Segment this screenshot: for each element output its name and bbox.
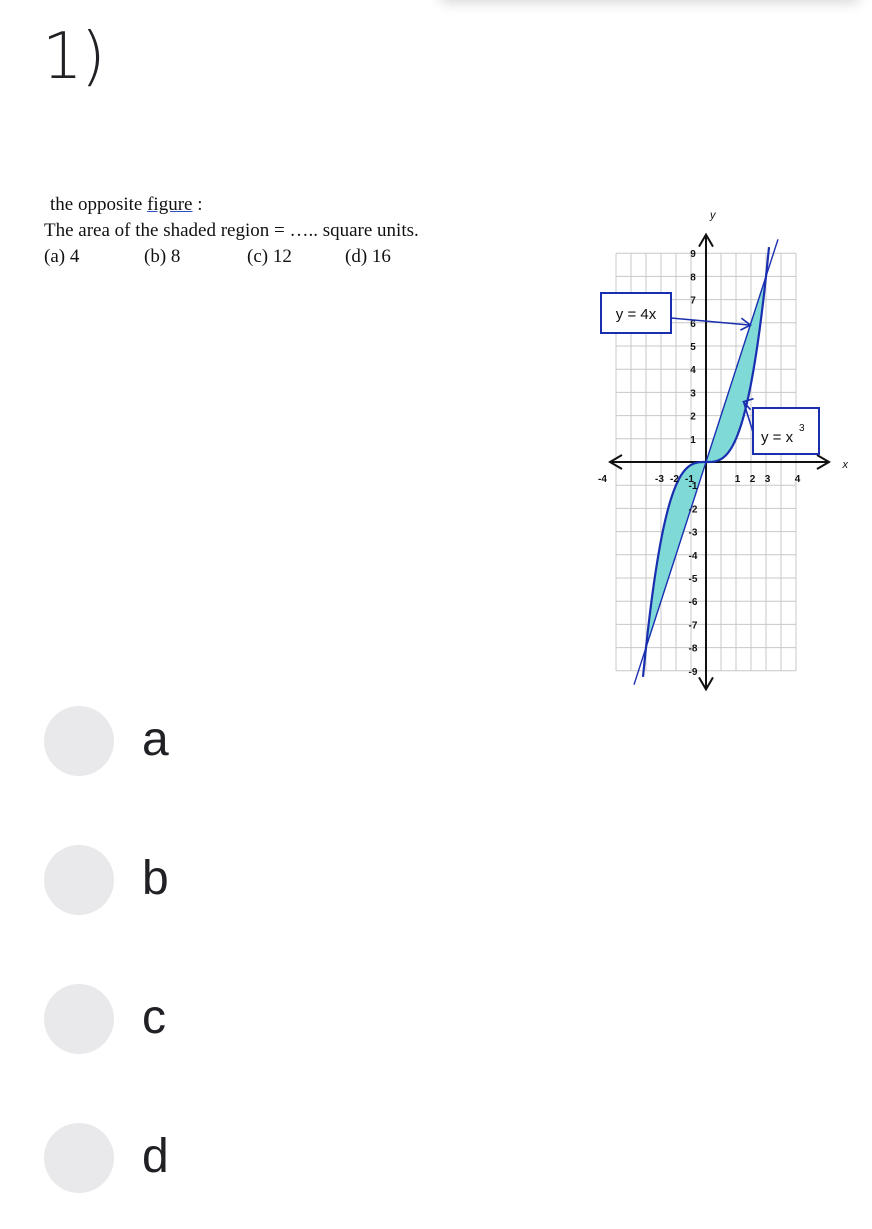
- option-c-label: c: [142, 991, 166, 1044]
- option-d-label: d: [142, 1130, 169, 1183]
- radio-c[interactable]: [44, 984, 114, 1054]
- question-number: 1): [42, 20, 104, 94]
- question-intro-pre: the opposite: [50, 194, 148, 215]
- y-tick-label: -2: [688, 504, 698, 516]
- option-c[interactable]: [44, 984, 344, 1056]
- option-a-label: a: [142, 713, 169, 766]
- choice-a: (a) 4: [44, 246, 80, 267]
- option-b[interactable]: [44, 845, 344, 917]
- option-a[interactable]: [44, 706, 344, 778]
- y-tick-label: -8: [688, 643, 698, 655]
- radio-d[interactable]: [44, 1123, 114, 1193]
- y-tick-label: -7: [688, 620, 698, 632]
- option-b-label: b: [142, 852, 169, 905]
- radio-b[interactable]: [44, 845, 114, 915]
- choice-c: (c) 12: [247, 246, 292, 267]
- y-tick-label: -1: [688, 481, 698, 493]
- y-tick-label: 3: [690, 388, 696, 400]
- graph-figure: [590, 200, 848, 705]
- line-label: y = 4x: [615, 306, 657, 323]
- question-choices: [44, 244, 564, 270]
- question-intro-link: figure: [147, 194, 193, 215]
- y-tick-label: -5: [688, 574, 698, 585]
- y-tick-label: -9: [688, 666, 698, 678]
- x-tick-label: -1: [685, 474, 694, 485]
- y-tick-label: 8: [690, 272, 696, 284]
- y-axis-label: y: [710, 209, 716, 222]
- line-label-arrow: [671, 318, 750, 325]
- curve-label-exponent: 3: [799, 423, 805, 434]
- question-intro: [44, 192, 564, 218]
- y-tick-label: 5: [690, 342, 696, 353]
- y-tick-label: 7: [690, 295, 696, 307]
- radio-a[interactable]: [44, 706, 114, 776]
- y-tick-label: -4: [688, 550, 698, 562]
- y-tick-label: 1: [690, 434, 696, 446]
- y-tick-label: 9: [690, 249, 696, 261]
- choice-b: (b) 8: [144, 246, 181, 267]
- y-tick-label: 2: [690, 411, 696, 423]
- question-prompt: The area of the shaded region = ….. square units.: [44, 220, 419, 241]
- y-tick-label: 6: [690, 318, 696, 330]
- x-tick-label: 4: [794, 474, 801, 485]
- question-text: [44, 192, 564, 270]
- x-tick-label: 2: [749, 474, 756, 485]
- x-tick-label: 1: [734, 474, 741, 485]
- curve-label: y = x: [761, 429, 794, 446]
- x-axis-label: x: [842, 459, 848, 471]
- choice-d: (d) 16: [345, 246, 391, 267]
- x-tick-label: -4: [598, 474, 607, 485]
- x-tick-label: -3: [655, 474, 664, 485]
- y-tick-label: -3: [688, 527, 698, 539]
- x-tick-label: -2: [670, 474, 679, 485]
- x-tick-label: 3: [764, 474, 771, 485]
- option-d[interactable]: [44, 1123, 344, 1195]
- y-tick-label: 4: [690, 365, 696, 377]
- question-intro-post: :: [192, 194, 203, 215]
- y-tick-label: -6: [688, 597, 698, 609]
